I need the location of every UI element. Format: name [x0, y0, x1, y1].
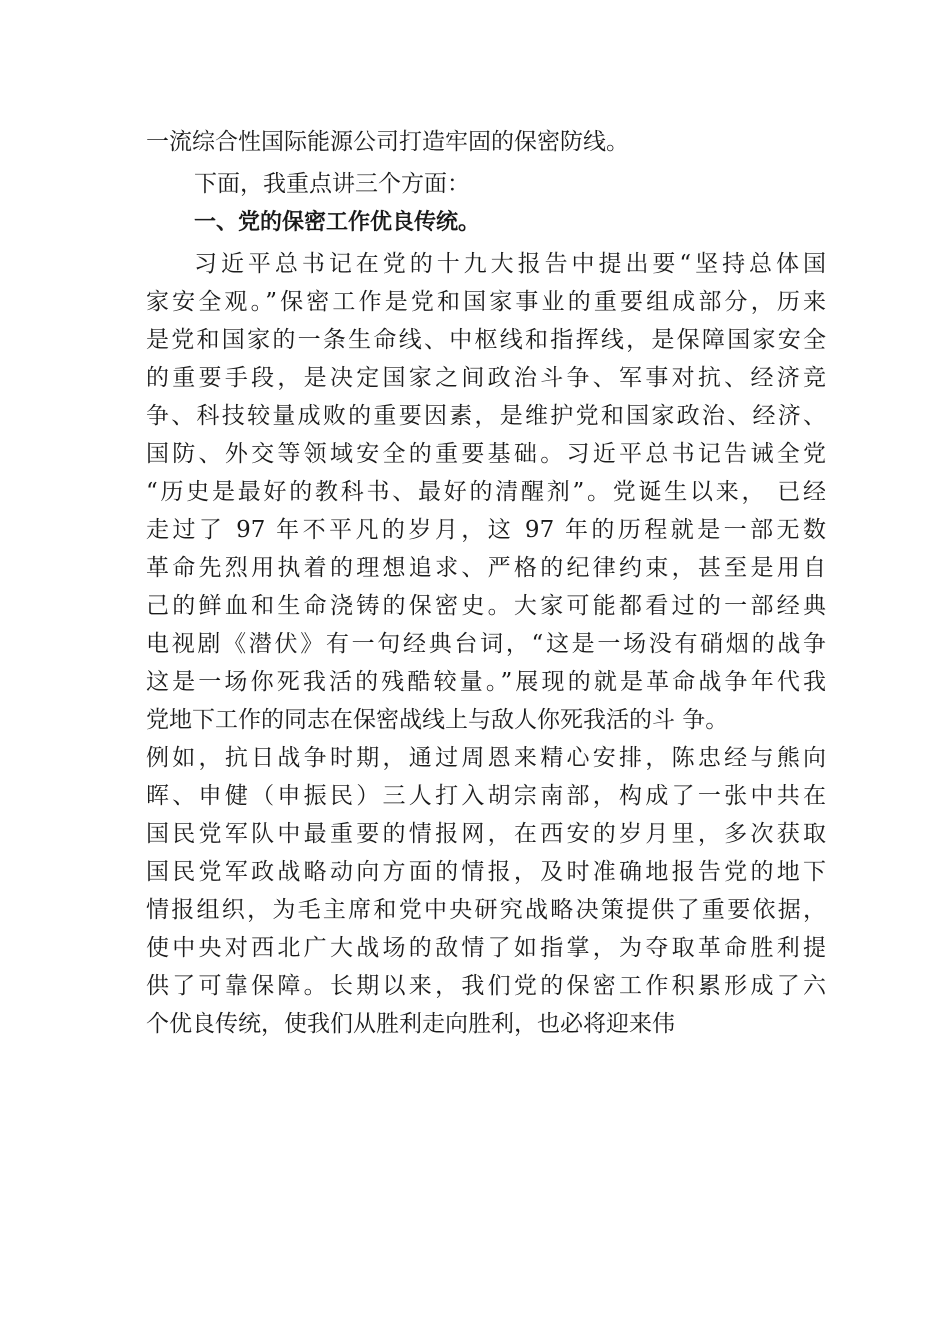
paragraph-line: 家安全观。”保密工作是党和国家事业的重要组成部分，历来	[146, 289, 826, 315]
paragraph-line: 己的鲜血和生命浇铸的保密史。大家可能都看过的一部经典	[146, 593, 826, 619]
paragraph-line: 习近平总书记在党的十九大报告中提出要“坚持总体国	[194, 251, 826, 277]
paragraph-line: 革命先烈用执着的理想追求、严格的纪律约束，甚至是用自	[146, 555, 826, 581]
paragraph-line: 晖、申健（申振民）三人打入胡宗南部，构成了一张中共在	[146, 783, 826, 809]
paragraph-line: 一流综合性国际能源公司打造牢固的保密防线。	[146, 129, 629, 155]
paragraph-line: 走过了 97 年不平凡的岁月，这 97 年的历程就是一部无数	[146, 517, 826, 543]
paragraph-line: 国民党军队中最重要的情报网，在西安的岁月里，多次获取	[146, 821, 826, 847]
paragraph-line: “历史是最好的教科书、最好的清醒剂”。党诞生以来， 已经	[146, 479, 826, 505]
paragraph-line: 下面，我重点讲三个方面：	[194, 171, 470, 197]
paragraph-line: 个优良传统，使我们从胜利走向胜利，也必将迎来伟	[146, 1011, 675, 1037]
paragraph-line: 电视剧《潜伏》有一句经典台词，“这是一场没有硝烟的战争	[146, 631, 826, 657]
paragraph-line: 情报组织，为毛主席和党中央研究战略决策提供了重要依据，	[146, 897, 826, 923]
paragraph-line: 使中央对西北广大战场的敌情了如指掌，为夺取革命胜利提	[146, 935, 826, 961]
paragraph-line: 这是一场你死我活的残酷较量。”展现的就是革命战争年代我	[146, 669, 826, 695]
paragraph-line: 国防、外交等领域安全的重要基础。习近平总书记告诫全党	[146, 441, 826, 467]
paragraph-line: 党地下工作的同志在保密战线上与敌人你死我活的斗 争。	[146, 707, 729, 733]
paragraph-line: 是党和国家的一条生命线、中枢线和指挥线，是保障国家安全	[146, 327, 826, 353]
section-heading: 一、党的保密工作优良传统。	[194, 210, 481, 235]
paragraph-line: 的重要手段，是决定国家之间政治斗争、军事对抗、经济竞	[146, 365, 826, 391]
paragraph-line: 国民党军政战略动向方面的情报，及时准确地报告党的地下	[146, 859, 826, 885]
paragraph-line: 供了可靠保障。长期以来，我们党的保密工作积累形成了六	[146, 973, 826, 999]
paragraph-line: 例如，抗日战争时期，通过周恩来精心安排，陈忠经与熊向	[146, 745, 826, 771]
paragraph-line: 争、科技较量成败的重要因素，是维护党和国家政治、经济、	[146, 403, 826, 429]
